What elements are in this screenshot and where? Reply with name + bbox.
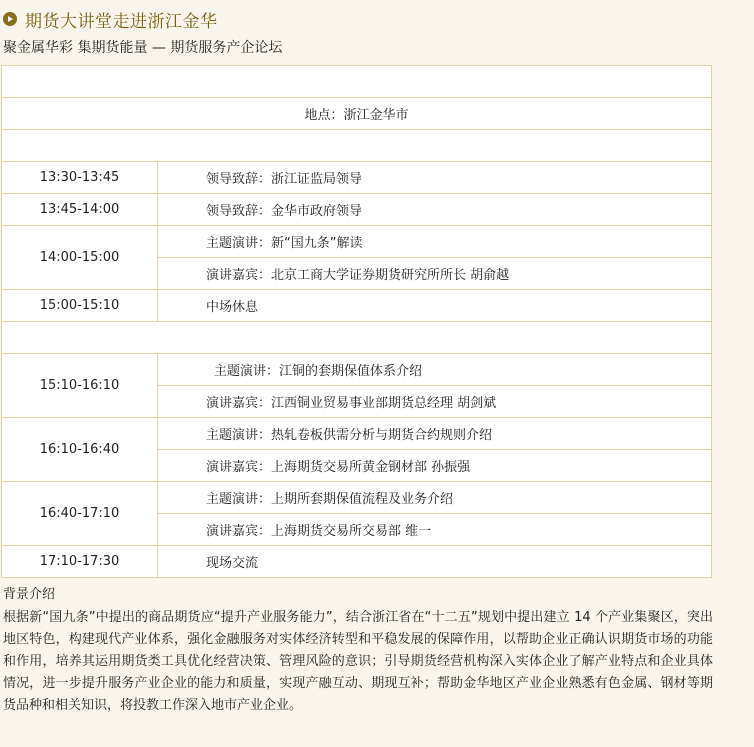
section-title: 第一节 [2, 130, 712, 162]
table-row [2, 482, 712, 514]
slot-item: 领导致辞：浙江证监局领导 [158, 162, 712, 194]
table-row [2, 418, 712, 450]
slot-time: 13:30-13:45 [2, 162, 158, 194]
slot-time: 16:10-16:40 [2, 418, 158, 482]
slot-item: 主题演讲：上期所套期保值流程及业务介绍 [158, 482, 712, 514]
slot-time: 17:10-17:30 [2, 546, 158, 578]
table-row [2, 162, 712, 194]
date-row [2, 66, 712, 98]
page-title-row [3, 6, 218, 32]
page-subtitle: 聚金属华彩 集期货能量 — 期货服务产企论坛 [3, 40, 283, 56]
background-body: 根据新“国九条”中提出的商品期货应“提升产业服务能力”，结合浙江省在“十二五”规划中提出建立 14 个产业集聚区，突出地区特色，构建现代产业体系，强化金融服务对实体经济转型和平稳发展的保障作用，以帮助企业正确认识期货市场的功能和作用，培养其运用期货类工具优化经营决策、管理风险的意识；引导期货经营机构深入实体企业了解产业特点和企业具体情况，进一步提升服务产业企业的能力和质量，实现产融互动、期现互补；帮助金华地区产业企业熟悉有色金属、钢材等期货品种和相关知识，将投教工作深入地市产业企业。 [3, 610, 713, 713]
slot-item: 中场休息 [158, 290, 712, 322]
table-row [2, 354, 712, 386]
slot-time: 15:00-15:10 [2, 290, 158, 322]
slot-item: 领导致辞：金华市政府领导 [158, 194, 712, 226]
play-bullet-icon [3, 12, 17, 26]
background-section [3, 584, 713, 717]
location-cell: 地点：浙江金华市 [2, 98, 712, 130]
location-row [2, 98, 712, 130]
slot-item: 演讲嘉宾：上海期货交易所黄金钢材部 孙振强 [158, 450, 712, 482]
slot-item: 演讲嘉宾：北京工商大学证券期货研究所所长 胡俞越 [158, 258, 712, 290]
slot-item: 现场交流 [158, 546, 712, 578]
slot-time: 16:40-17:10 [2, 482, 158, 546]
table-row [2, 194, 712, 226]
slot-item: 演讲嘉宾：江西铜业贸易事业部期货总经理 胡剑斌 [158, 386, 712, 418]
slot-time: 14:00-15:00 [2, 226, 158, 290]
section-header-row [2, 130, 712, 162]
schedule-table [1, 65, 712, 578]
slot-item: 主题演讲：热轧卷板供需分析与期货合约规则介绍 [158, 418, 712, 450]
slot-item: 演讲嘉宾：上海期货交易所交易部 维一 [158, 514, 712, 546]
slot-item: 主题演讲：新“国九条”解读 [158, 226, 712, 258]
slot-time: 15:10-16:10 [2, 354, 158, 418]
table-row [2, 546, 712, 578]
date-cell: 6 月 27 日（星期五）13:30-17:30 [2, 66, 712, 98]
slot-time: 13:45-14:00 [2, 194, 158, 226]
background-heading: 背景介绍 [3, 587, 56, 602]
section-title: 第二节 [2, 322, 712, 354]
table-row [2, 290, 712, 322]
table-row [2, 226, 712, 258]
section-header-row [2, 322, 712, 354]
page-title: 期货大讲堂走进浙江金华 [25, 11, 218, 32]
slot-item: 主题演讲：江铜的套期保值体系介绍 [158, 354, 712, 386]
